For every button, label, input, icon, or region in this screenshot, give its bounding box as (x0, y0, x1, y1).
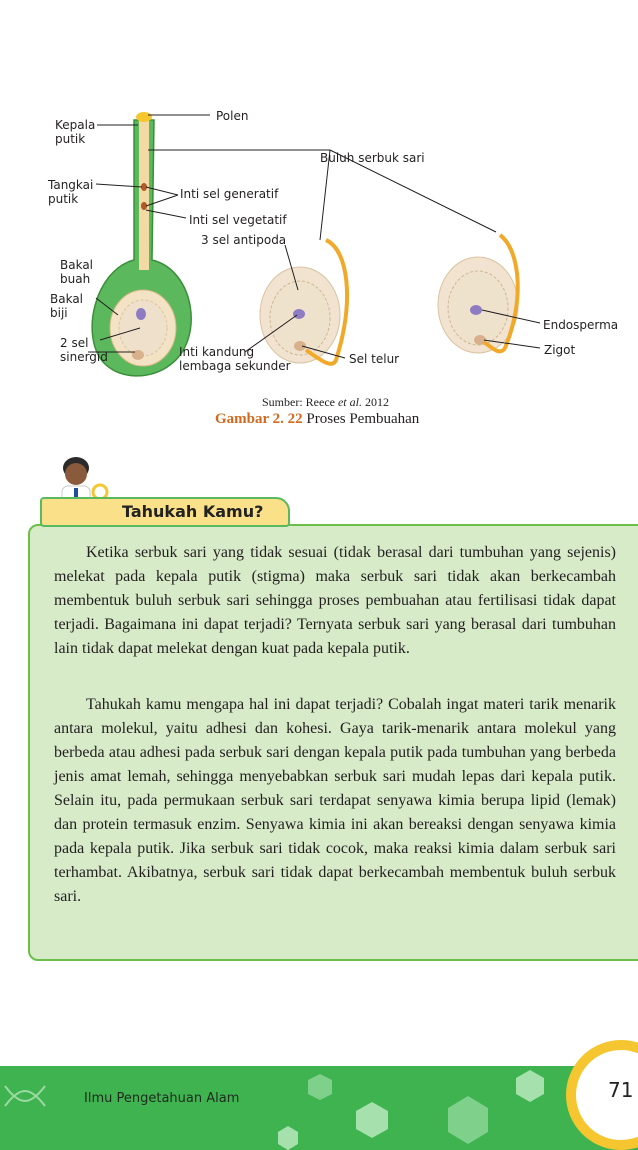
fertilization-figure (0, 100, 638, 400)
label-sel-telur: Sel telur (349, 352, 400, 366)
label-kepala-putik: Kepala putik (55, 118, 96, 146)
label-antipoda: 3 sel antipoda (201, 233, 287, 247)
page-footer (0, 1066, 638, 1150)
label-sel-sinergid: 2 sel sinergid (60, 336, 108, 364)
info-paragraph-1: Ketika serbuk sari yang tidak sesuai (tidak berasal dari tumbuhan yang sejenis) melekat pada kepala putik (stigma) maka serbuk sari tidak akan berkecambah membentuk buluh serbuk sari sehingga proses pembuahan atau fertilisasi tidak dapat terjadi. Bagaimana ini dapat terjadi? Ternyata serbuk sari yang berasal dari tumbuhan lain tidak dapat melekat dengan kuat pada kepala putik. (54, 544, 616, 657)
page-number: 71 (608, 1078, 634, 1102)
label-kandung: Inti kandung lembaga sekunder (179, 345, 291, 373)
caption-text: Proses Pembuahan (302, 411, 420, 427)
book-title: Ilmu Pengetahuan Alam (84, 1091, 240, 1106)
label-buluh: Buluh serbuk sari (320, 151, 425, 165)
label-generatif: Inti sel generatif (180, 187, 279, 201)
figure-source: Sumber: Reece et al. 2012 (262, 395, 389, 409)
ovule-right (438, 235, 518, 353)
label-vegetatif: Inti sel vegetatif (189, 213, 287, 227)
caption-number: Gambar 2. 22 (215, 411, 303, 427)
info-box-header (40, 497, 290, 527)
info-paragraph-2: Tahukah kamu mengapa hal ini dapat terjadi? Cobalah ingat materi tarik menarik antara molekul, yaitu adhesi dan kohesi. Gaya tarik-menarik antara molekul yang berbeda atau adhesi pada serbuk sari dengan kepala putik pada tumbuhan yang berbeda jenis amat lemah, sehingga menyebabkan serbuk sari mudah lepas dari kepala putik. Selain itu, pada permukaan serbuk sari terdapat senyawa kimia berupa lipid (lemak) dan protein termasuk enzim. Senyawa kimia ini akan bereaksi dengan senyawa kimia pada kepala putik. Jika serbuk sari tidak cocok, maka reaksi kimia dalam serbuk sari terhambat. Akibatnya, serbuk sari tidak dapat berkecambah membentuk buluh serbuk sari. (54, 696, 616, 905)
label-bakal-biji: Bakal biji (50, 292, 84, 320)
label-endosperma: Endosperma (543, 318, 619, 332)
label-zigot: Zigot (544, 343, 576, 357)
footer-decoration (0, 1066, 638, 1150)
label-bakal-buah: Bakal buah (60, 258, 94, 286)
label-polen: Polen (216, 109, 249, 123)
figure-caption (215, 411, 419, 428)
label-tangkai-putik: Tangkai putik (48, 178, 94, 206)
info-box-title: Tahukah Kamu? (122, 502, 264, 521)
